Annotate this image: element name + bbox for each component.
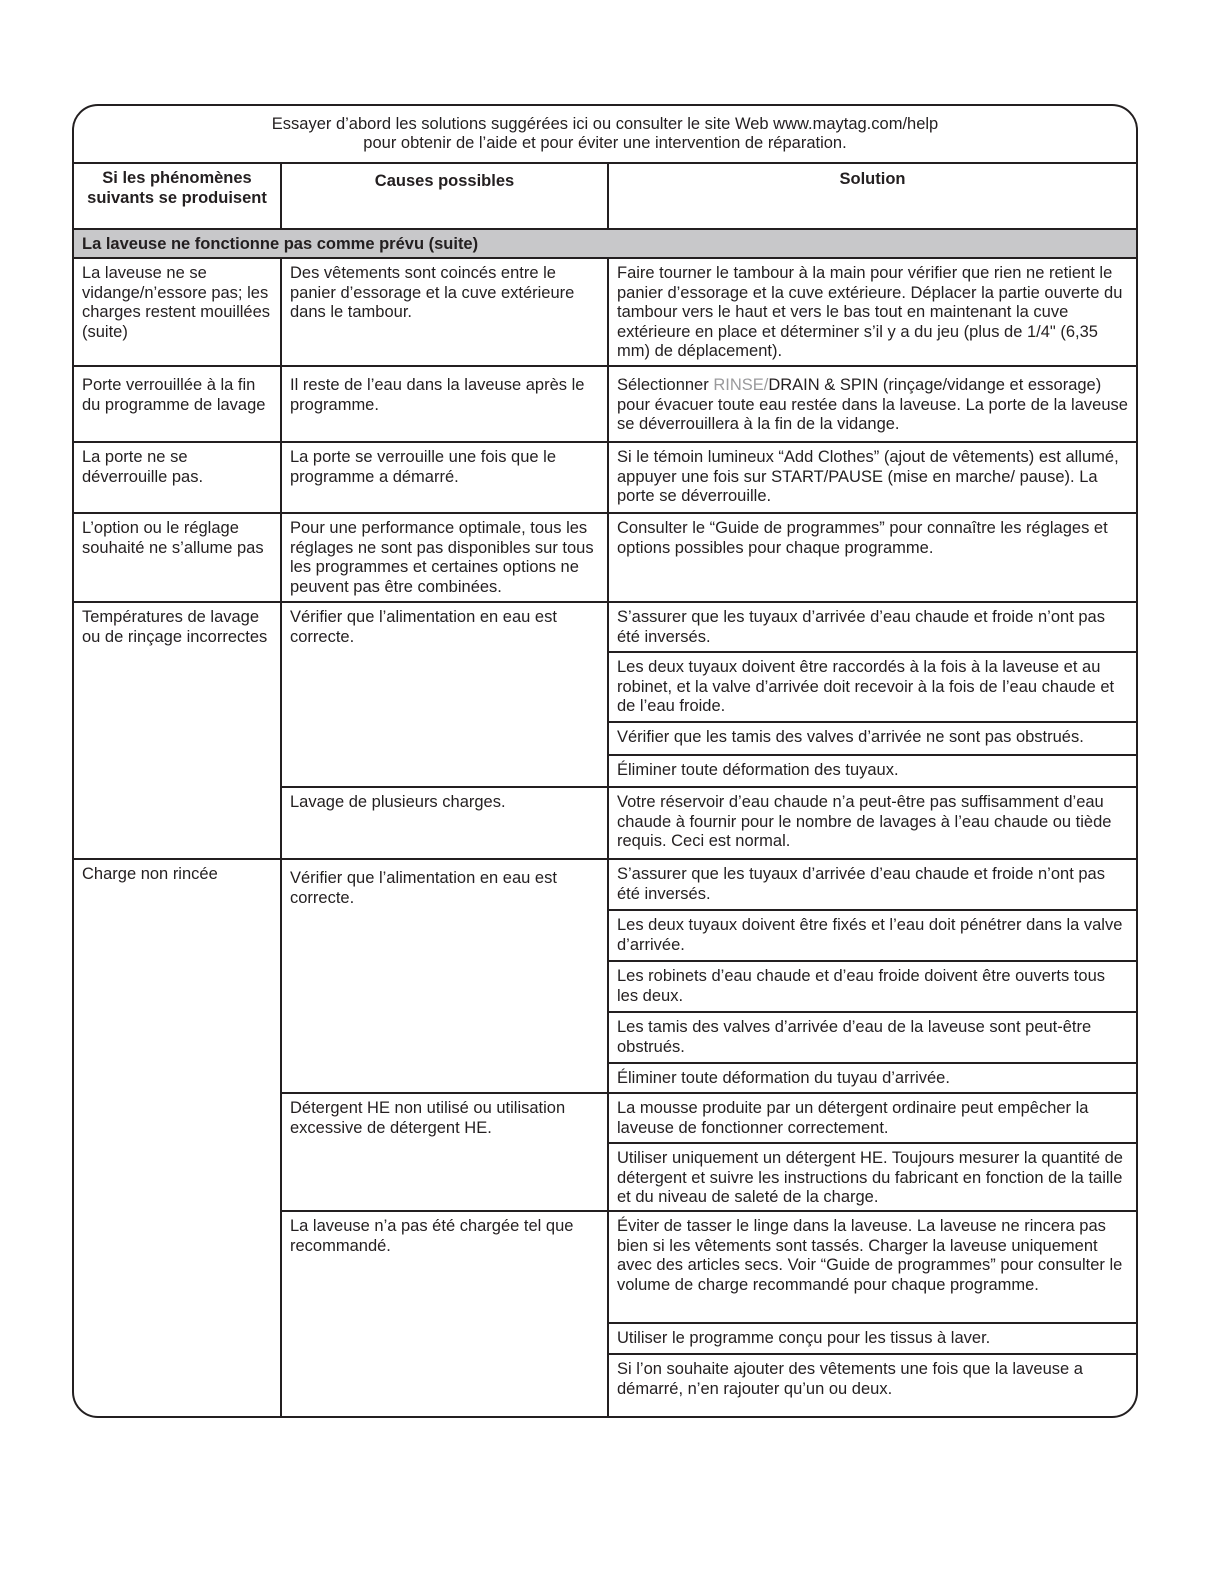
solution-cell: Les robinets d’eau chaude et d’eau froide doivent être ouverts tous les deux.	[608, 961, 1136, 1012]
table-row	[74, 258, 1136, 366]
problem-cell: La laveuse ne se vidange/n’essore pas; les charges restent mouillées (suite)	[74, 258, 281, 366]
table-row	[74, 513, 1136, 602]
table-row	[74, 602, 1136, 652]
cause-cell: Pour une performance optimale, tous les réglages ne sont pas disponibles sur tous les programmes et certaines options ne peuvent pas être combinées.	[281, 513, 608, 602]
solution-cell: Si l’on souhaite ajouter des vêtements une fois que la laveuse a démarré, n’en rajouter qu’un ou deux.	[608, 1354, 1136, 1418]
problem-cell: La porte ne se déverrouille pas.	[74, 442, 281, 513]
solution-cell: Utiliser le programme conçu pour les tissus à laver.	[608, 1323, 1136, 1354]
solution-cell	[608, 366, 1136, 442]
header-cause: Causes possibles	[281, 163, 608, 229]
solution-cell: Consulter le “Guide de programmes” pour connaître les réglages et options possibles pour chaque programme.	[608, 513, 1136, 602]
solution-cell: S’assurer que les tuyaux d’arrivée d’eau chaude et froide n’ont pas été inversés.	[608, 602, 1136, 652]
intro-line-2: pour obtenir de l’aide et pour éviter une intervention de réparation.	[363, 134, 847, 152]
problem-cell: Porte verrouillée à la fin du programme de lavage	[74, 366, 281, 442]
solution-cell: Votre réservoir d’eau chaude n’a peut-être pas suffisamment d’eau chaude à fournir pour le nombre de lavages à l’eau chaude ou tiède requis. Ceci est normal.	[608, 787, 1136, 859]
cause-cell: Vérifier que l’alimentation en eau est correcte.	[281, 859, 608, 1093]
cause-cell: Des vêtements sont coincés entre le panier d’essorage et la cuve extérieure dans le tambour.	[281, 258, 608, 366]
section-title: La laveuse ne fonctionne pas comme prévu (suite)	[74, 229, 1136, 258]
solution-cell: Faire tourner le tambour à la main pour vérifier que rien ne retient le panier d’essorage et la cuve extérieure. Déplacer la partie ouverte du tambour vers le haut et vers le bas tout en maintenant la cuve extérieure en place et déterminer s’il y a du jeu (plus de 1/4" (6,35 mm) de déplacement).	[608, 258, 1136, 366]
troubleshooting-table	[74, 162, 1136, 1418]
solution-cell: Les deux tuyaux doivent être fixés et l’eau doit pénétrer dans la valve d’arrivée.	[608, 910, 1136, 961]
table-row	[74, 366, 1136, 442]
solution-cell: La mousse produite par un détergent ordinaire peut empêcher la laveuse de fonctionner correctement.	[608, 1093, 1136, 1143]
cause-cell: Vérifier que l’alimentation en eau est correcte.	[281, 602, 608, 787]
solution-text-muted: RINSE/	[713, 376, 769, 394]
solution-cell: Éliminer toute déformation du tuyau d’arrivée.	[608, 1063, 1136, 1093]
solution-cell: Éviter de tasser le linge dans la laveuse. La laveuse ne rincera pas bien si les vêtements sont tassés. Charger la laveuse uniquement avec des articles secs. Voir “Guide de programmes” pour consulter le volume de charge recommandé pour chaque programme.	[608, 1211, 1136, 1323]
intro-line-1: Essayer d’abord les solutions suggérées ici ou consulter le site Web www.maytag.com/help	[271, 115, 939, 133]
solution-cell: Utiliser uniquement un détergent HE. Toujours mesurer la quantité de détergent et suivre les instructions du fabricant en fonction de la taille et du niveau de saleté de la charge.	[608, 1143, 1136, 1211]
cause-cell: Il reste de l’eau dans la laveuse après le programme.	[281, 366, 608, 442]
solution-cell: Les tamis des valves d’arrivée d’eau de la laveuse sont peut-être obstrués.	[608, 1012, 1136, 1063]
section-row	[74, 229, 1136, 258]
table-row	[74, 859, 1136, 910]
problem-cell: L’option ou le réglage souhaité ne s’allume pas	[74, 513, 281, 602]
solution-cell: Les deux tuyaux doivent être raccordés à la fois à la laveuse et au robinet, et la valve d’arrivée doit recevoir à la fois de l’eau chaude et de l’eau froide.	[608, 652, 1136, 722]
intro-note	[74, 106, 1136, 162]
problem-cell: Températures de lavage ou de rinçage incorrectes	[74, 602, 281, 859]
header-solution: Solution	[608, 163, 1136, 229]
cause-cell: Lavage de plusieurs charges.	[281, 787, 608, 859]
solution-text-post: DRAIN & SPIN (rinçage/vidange et essorage) pour évacuer toute eau restée dans la laveuse. La porte de la laveuse se déverrouillera à la fin de la vidange.	[617, 376, 1128, 434]
cause-cell: La laveuse n’a pas été chargée tel que recommandé.	[281, 1211, 608, 1418]
cause-cell: Détergent HE non utilisé ou utilisation excessive de détergent HE.	[281, 1093, 608, 1211]
solution-text-pre: Sélectionner	[617, 376, 714, 394]
solution-cell: Éliminer toute déformation des tuyaux.	[608, 755, 1136, 787]
solution-cell: S’assurer que les tuyaux d’arrivée d’eau chaude et froide n’ont pas été inversés.	[608, 859, 1136, 910]
header-problem: Si les phénomènes suivants se produisent	[74, 163, 281, 229]
solution-cell: Si le témoin lumineux “Add Clothes” (ajout de vêtements) est allumé, appuyer une fois sur START/PAUSE (mise en marche/ pause). La porte se déverrouille.	[608, 442, 1136, 513]
table-row	[74, 442, 1136, 513]
solution-cell: Vérifier que les tamis des valves d’arrivée ne sont pas obstrués.	[608, 722, 1136, 755]
troubleshooting-table-frame	[72, 104, 1138, 1418]
header-row	[74, 163, 1136, 229]
problem-cell: Charge non rincée	[74, 859, 281, 1418]
cause-cell: La porte se verrouille une fois que le programme a démarré.	[281, 442, 608, 513]
